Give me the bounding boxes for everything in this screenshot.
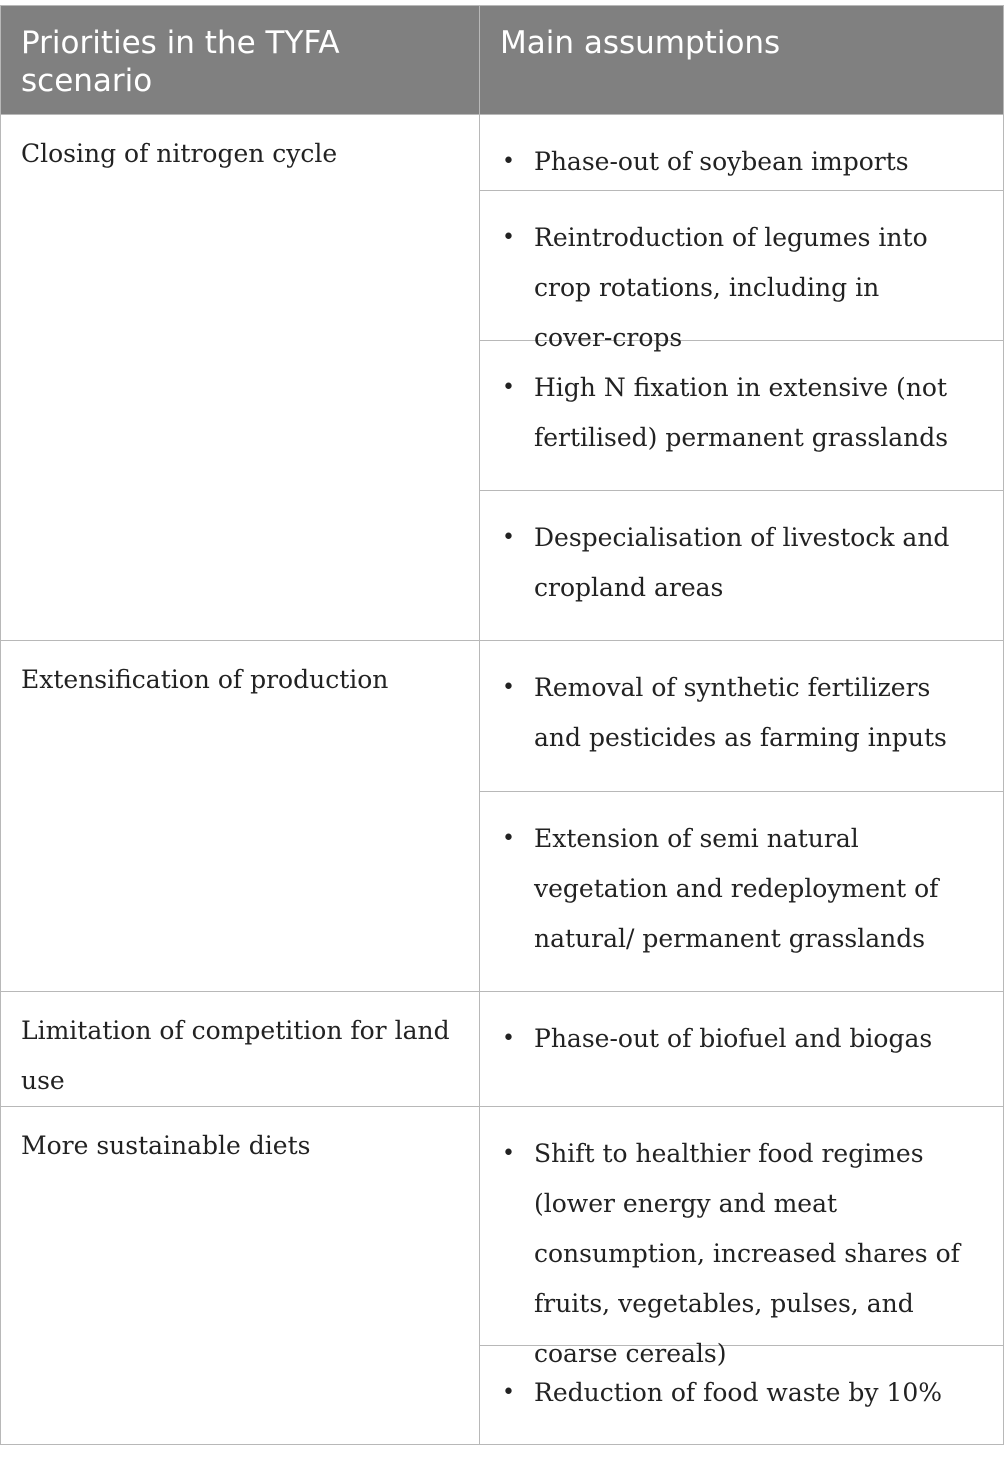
bullet-icon: • <box>502 149 515 174</box>
assumption-text: High N fixation in extensive (not fertilised) permanent grasslands <box>534 373 949 452</box>
assumptions-table <box>0 5 1004 1445</box>
assumption-text: Reduction of food waste by 10% <box>534 1378 942 1407</box>
assumption-item <box>480 641 1003 791</box>
priority-cell: Closing of nitrogen cycle <box>1 115 480 641</box>
assumption-text: Extension of semi natural vegetation and redeployment of natural/ permanent grasslands <box>534 824 939 953</box>
assumption-item <box>480 340 1003 490</box>
bullet-icon: • <box>502 1026 515 1051</box>
assumption-item <box>480 190 1003 352</box>
assumptions-cell <box>480 1107 1004 1445</box>
table-row <box>1 992 1004 1107</box>
assumption-item <box>480 1107 1003 1368</box>
assumption-text: Shift to healthier food regimes (lower energy and meat consumption, increased shares of fruits, vegetables, pulses, and coarse cereals) <box>534 1139 960 1368</box>
header-priorities: Priorities in the TYFA scenario <box>1 6 480 115</box>
priority-cell: Extensification of production <box>1 641 480 992</box>
assumptions-cell <box>480 115 1004 641</box>
bullet-icon: • <box>502 525 515 550</box>
assumption-item <box>480 791 1003 991</box>
header-row <box>1 6 1004 115</box>
assumption-text: Phase-out of biofuel and biogas <box>534 1024 933 1053</box>
bullet-icon: • <box>502 225 515 250</box>
bullet-icon: • <box>502 826 515 851</box>
assumption-item <box>480 115 1003 190</box>
assumption-text: Reintroduction of legumes into crop rotations, including in cover-crops <box>534 223 928 352</box>
bullet-icon: • <box>502 675 515 700</box>
assumption-item <box>480 992 1003 1103</box>
table-row <box>1 115 1004 641</box>
priority-cell: More sustainable diets <box>1 1107 480 1445</box>
assumption-text: Despecialisation of livestock and cropland areas <box>534 523 950 602</box>
table-row <box>1 1107 1004 1445</box>
bullet-icon: • <box>502 1380 515 1405</box>
bullet-icon: • <box>502 375 515 400</box>
header-main-assumptions: Main assumptions <box>480 6 1004 115</box>
assumptions-cell <box>480 641 1004 992</box>
bullet-icon: • <box>502 1141 515 1166</box>
assumption-text: Phase-out of soybean imports <box>534 147 909 176</box>
assumption-item <box>480 490 1003 640</box>
table-row <box>1 641 1004 992</box>
assumption-text: Removal of synthetic fertilizers and pesticides as farming inputs <box>534 673 947 752</box>
priority-cell: Limitation of competition for land use <box>1 992 480 1107</box>
assumptions-cell <box>480 992 1004 1107</box>
